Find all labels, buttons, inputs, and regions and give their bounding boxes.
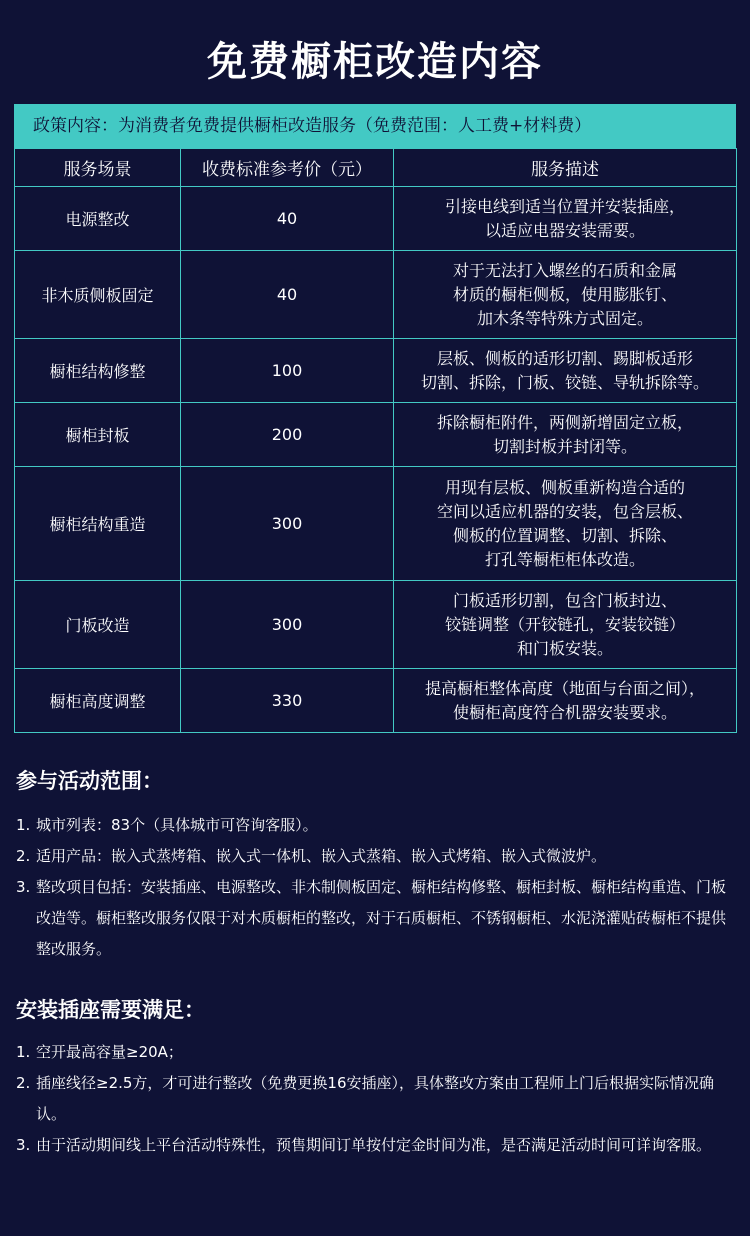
list-number: 1. bbox=[16, 1043, 31, 1061]
table-row bbox=[15, 669, 737, 733]
cell-scene: 橱柜结构修整 bbox=[15, 339, 181, 403]
list-text: 插座线径≥2.5方，才可进行整改（免费更换16安插座），具体整改方案由工程师上门后根据实际情况确认。 bbox=[36, 1074, 715, 1123]
list-item bbox=[16, 1130, 736, 1161]
cell-price: 330 bbox=[181, 669, 394, 733]
desc-line: 材质的橱柜侧板，使用膨胀钉、 bbox=[452, 284, 677, 304]
header-price: 收费标准参考价（元） bbox=[181, 149, 394, 187]
list-item bbox=[16, 841, 736, 872]
cell-price: 300 bbox=[181, 467, 394, 581]
list-item bbox=[16, 1037, 736, 1068]
list-item bbox=[16, 1068, 736, 1130]
desc-line: 拆除橱柜附件，两侧新增固定立板， bbox=[436, 412, 693, 432]
scope-list bbox=[16, 810, 736, 965]
desc-line: 用现有层板、侧板重新构造合适的 bbox=[444, 477, 685, 497]
list-text: 适用产品：嵌入式蒸烤箱、嵌入式一体机、嵌入式蒸箱、嵌入式烤箱、嵌入式微波炉。 bbox=[36, 847, 607, 865]
list-text: 整改项目包括：安装插座、电源整改、非木制侧板固定、橱柜结构修整、橱柜封板、橱柜结构重造、门板改造等。橱柜整改服务仅限于对木质橱柜的整改，对于石质橱柜、不锈钢橱柜、水泥浇灌贴砖橱柜不提供整改服务。 bbox=[36, 878, 727, 958]
requirements-section bbox=[16, 995, 736, 1161]
desc-line: 和门板安装。 bbox=[516, 638, 613, 658]
cell-scene: 门板改造 bbox=[15, 581, 181, 669]
cell-description bbox=[394, 669, 737, 733]
header-scene: 服务场景 bbox=[15, 149, 181, 187]
cell-price: 200 bbox=[181, 403, 394, 467]
table-row bbox=[15, 581, 737, 669]
list-number: 2. bbox=[16, 1074, 31, 1092]
header-description: 服务描述 bbox=[394, 149, 737, 187]
cell-description bbox=[394, 251, 737, 339]
desc-line: 加木条等特殊方式固定。 bbox=[476, 308, 653, 328]
list-number: 2. bbox=[16, 847, 31, 865]
table-row bbox=[15, 251, 737, 339]
list-text: 由于活动期间线上平台活动特殊性，预售期间订单按付定金时间为准，是否满足活动时间可详询客服。 bbox=[36, 1136, 712, 1154]
cell-description bbox=[394, 187, 737, 251]
desc-line: 切割封板并封闭等。 bbox=[492, 436, 637, 456]
scope-heading: 参与活动范围： bbox=[16, 769, 163, 793]
desc-line: 空间以适应机器的安装，包含层板、 bbox=[436, 501, 693, 521]
list-item bbox=[16, 872, 736, 965]
desc-line: 对于无法打入螺丝的石质和金属 bbox=[452, 260, 677, 280]
cell-scene: 橱柜封板 bbox=[15, 403, 181, 467]
cell-description bbox=[394, 403, 737, 467]
desc-line: 以适应电器安装需要。 bbox=[484, 220, 645, 240]
desc-line: 引接电线到适当位置并安装插座， bbox=[444, 196, 685, 216]
requirements-list bbox=[16, 1037, 736, 1161]
requirements-heading: 安装插座需要满足： bbox=[16, 998, 205, 1022]
cell-scene: 橱柜高度调整 bbox=[15, 669, 181, 733]
cell-price: 40 bbox=[181, 251, 394, 339]
table-row bbox=[15, 467, 737, 581]
cell-description bbox=[394, 467, 737, 581]
desc-line: 侧板的位置调整、切割、拆除、 bbox=[452, 525, 677, 545]
list-number: 3. bbox=[16, 878, 31, 896]
list-number: 3. bbox=[16, 1136, 31, 1154]
desc-line: 使橱柜高度符合机器安装要求。 bbox=[452, 702, 677, 722]
table-row bbox=[15, 339, 737, 403]
page-title: 免费橱柜改造内容 bbox=[207, 39, 543, 85]
cell-scene: 非木质侧板固定 bbox=[15, 251, 181, 339]
cell-description bbox=[394, 581, 737, 669]
cell-description bbox=[394, 339, 737, 403]
desc-line: 门板适形切割，包含门板封边、 bbox=[452, 590, 677, 610]
cell-price: 300 bbox=[181, 581, 394, 669]
service-price-table bbox=[14, 148, 737, 733]
table-row bbox=[15, 403, 737, 467]
cell-price: 100 bbox=[181, 339, 394, 403]
list-number: 1. bbox=[16, 816, 31, 834]
desc-line: 层板、侧板的适形切割、踢脚板适形 bbox=[436, 348, 693, 368]
desc-line: 提高橱柜整体高度（地面与台面之间）， bbox=[424, 678, 705, 698]
table-row bbox=[15, 187, 737, 251]
desc-line: 打孔等橱柜柜体改造。 bbox=[484, 549, 645, 569]
table-header-row bbox=[15, 149, 737, 187]
cell-scene: 橱柜结构重造 bbox=[15, 467, 181, 581]
list-item bbox=[16, 810, 736, 841]
desc-line: 切割、拆除，门板、铰链、导轨拆除等。 bbox=[420, 372, 709, 392]
cell-scene: 电源整改 bbox=[15, 187, 181, 251]
cell-price: 40 bbox=[181, 187, 394, 251]
desc-line: 铰链调整（开铰链孔，安装铰链） bbox=[444, 614, 685, 634]
policy-banner: 政策内容：为消费者免费提供橱柜改造服务（免费范围：人工费+材料费） bbox=[14, 104, 736, 148]
list-text: 城市列表：83个（具体城市可咨询客服）。 bbox=[36, 816, 318, 834]
scope-section bbox=[16, 766, 736, 965]
list-text: 空开最高容量≥20A； bbox=[36, 1043, 183, 1061]
